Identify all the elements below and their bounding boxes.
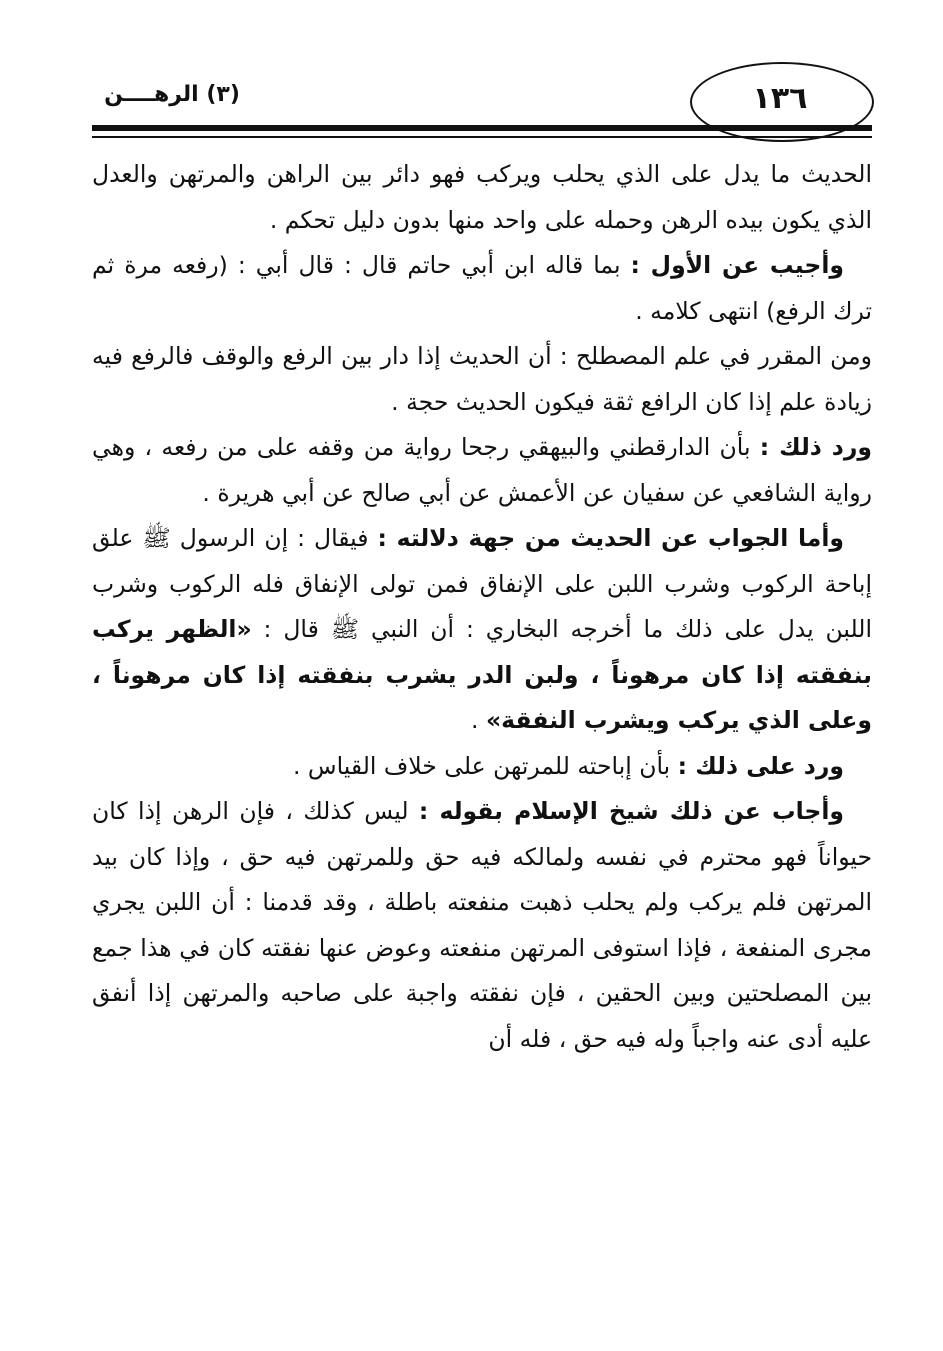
paragraph-2-lead: وأجيب عن الأول : [630, 251, 844, 279]
paragraph-6-text: بأن إباحته للمرتهن على خلاف القياس . [292, 751, 678, 780]
header-rule-thin [92, 136, 872, 138]
paragraph-2-text: بما قاله ابن أبي حاتم قال : قال أبي : (رفعه مرة ثم ترك الرفع) انتهى كلامه . [92, 251, 872, 325]
paragraph-5 [92, 516, 872, 744]
header-rule-thick [92, 125, 872, 131]
paragraph-1-text: الحديث ما يدل على الذي يحلب ويركب فهو دائر بين الراهن والمرتهن والعدل الذي يكون بيده الرهن وحمله على واحد منها بدون دليل تحكم . [92, 160, 872, 234]
paragraph-5-lead: وأما الجواب عن الحديث من جهة دلالته : [377, 524, 845, 552]
paragraph-7-lead: وأجاب عن ذلك شيخ الإسلام بقوله : [418, 797, 845, 825]
paragraph-4-text: بأن الدارقطني والبيهقي رجحا رواية من وقفه على من رفعه ، وهي رواية الشافعي عن سفيان عن الأعمش عن أبي صالح عن أبي هريرة . [92, 433, 872, 507]
paragraph-3-text: ومن المقرر في علم المصطلح : أن الحديث إذا دار بين الرفع والوقف فالرفع فيه زيادة علم إذا كان الرافع ثقة فيكون الحديث حجة . [92, 342, 872, 416]
hadith-quote: «الظهر يركب بنفقته إذا كان مرهوناً ، ولبن الدر يشرب بنفقته إذا كان مرهوناً ، وعلى الذي يركب ويشرب النفقة» [92, 615, 872, 734]
paragraph-4 [92, 425, 872, 516]
paragraph-6 [92, 744, 872, 790]
paragraph-4-lead: ورد ذلك : [759, 433, 872, 461]
paragraph-3 [92, 334, 872, 425]
paragraph-1 [92, 152, 872, 243]
paragraph-5-text: فيقال : إن الرسول ﷺ علق إباحة الركوب وشرب اللبن على الإنفاق فمن تولى الإنفاق فله الركوب وشرب اللبن يدل على ذلك ما أخرجه البخاري : أن النبي ﷺ قال : [92, 524, 872, 643]
page-number: ١٣٦ [752, 81, 808, 116]
paragraph-6-lead: ورد على ذلك : [677, 751, 844, 780]
paragraph-2 [92, 243, 872, 334]
running-title: (٣) الرهــــن [104, 82, 240, 107]
paragraph-7 [92, 789, 872, 1062]
paragraph-5-end: . [471, 706, 486, 734]
page-header [0, 0, 943, 150]
page-body [92, 152, 872, 1062]
paragraph-7-text: ليس كذلك ، فإن الرهن إذا كان حيواناً فهو محترم في نفسه ولمالكه فيه حق وللمرتهن فيه حق ، وإذا كان بيد المرتهن فلم يركب ولم يحلب ذهبت منفعته باطلة ، وقد قدمنا : أن اللبن يجري مجرى المنفعة ، فإذا استوفى المرتهن منفعته وعوض عنها نفقته كان في هذا جمع بين المصلحتين وبين الحقين ، فإن نفقته واجبة على صاحبه والمرتهن إذا أنفق عليه أدى عنه واجباً وله فيه حق ، فله أن [92, 797, 872, 1053]
